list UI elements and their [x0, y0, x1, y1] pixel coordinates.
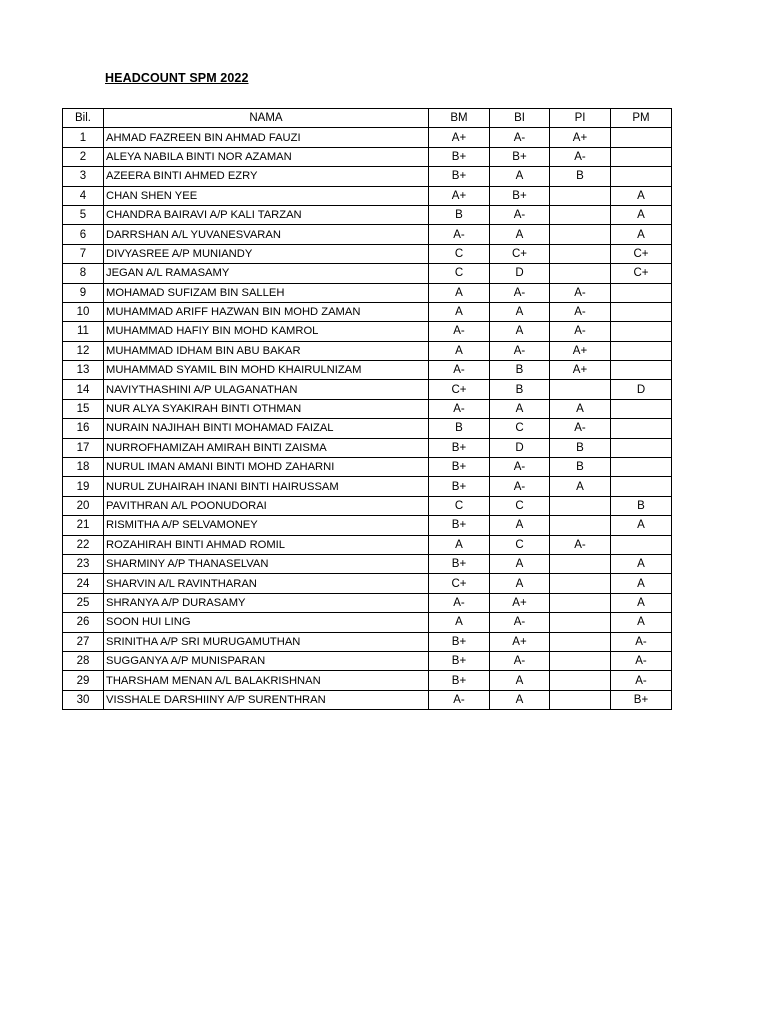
- cell-nama: NURUL ZUHAIRAH INANI BINTI HAIRUSSAM: [104, 477, 429, 496]
- cell-pm: A: [611, 186, 672, 205]
- cell-pi: B: [550, 167, 611, 186]
- cell-pi: B: [550, 438, 611, 457]
- cell-nama: SUGGANYA A/P MUNISPARAN: [104, 651, 429, 670]
- cell-pi: [550, 225, 611, 244]
- cell-nama: MUHAMMAD IDHAM BIN ABU BAKAR: [104, 341, 429, 360]
- cell-bi: A: [490, 302, 550, 321]
- table-row: [63, 205, 672, 224]
- cell-nama: AHMAD FAZREEN BIN AHMAD FAUZI: [104, 128, 429, 147]
- cell-bm: A-: [429, 593, 490, 612]
- cell-pm: [611, 438, 672, 457]
- cell-pi: A+: [550, 361, 611, 380]
- cell-bm: A: [429, 283, 490, 302]
- cell-bi: B: [490, 361, 550, 380]
- cell-bil: 12: [63, 341, 104, 360]
- headcount-table: [62, 108, 672, 710]
- cell-bil: 14: [63, 380, 104, 399]
- cell-bi: A-: [490, 205, 550, 224]
- cell-bil: 26: [63, 613, 104, 632]
- cell-pi: [550, 651, 611, 670]
- cell-bi: A-: [490, 341, 550, 360]
- cell-bil: 8: [63, 264, 104, 283]
- cell-pi: [550, 632, 611, 651]
- table-row: [63, 613, 672, 632]
- cell-bm: B+: [429, 458, 490, 477]
- cell-pm: [611, 302, 672, 321]
- table-row: [63, 322, 672, 341]
- cell-pi: A-: [550, 147, 611, 166]
- table-row: [63, 438, 672, 457]
- cell-nama: CHAN SHEN YEE: [104, 186, 429, 205]
- cell-bil: 9: [63, 283, 104, 302]
- cell-bil: 20: [63, 496, 104, 515]
- cell-bi: A-: [490, 651, 550, 670]
- cell-pi: A+: [550, 341, 611, 360]
- table-header-row: [63, 109, 672, 128]
- cell-pm: A: [611, 516, 672, 535]
- cell-pi: [550, 671, 611, 690]
- cell-bil: 21: [63, 516, 104, 535]
- cell-bil: 28: [63, 651, 104, 670]
- table-row: [63, 147, 672, 166]
- cell-bi: A: [490, 516, 550, 535]
- cell-bil: 17: [63, 438, 104, 457]
- cell-nama: THARSHAM MENAN A/L BALAKRISHNAN: [104, 671, 429, 690]
- table-row: [63, 574, 672, 593]
- cell-bm: B+: [429, 516, 490, 535]
- cell-pm: [611, 399, 672, 418]
- cell-nama: CHANDRA BAIRAVI A/P KALI TARZAN: [104, 205, 429, 224]
- cell-pi: [550, 380, 611, 399]
- cell-bm: B+: [429, 671, 490, 690]
- cell-bil: 19: [63, 477, 104, 496]
- cell-pi: A-: [550, 322, 611, 341]
- cell-bm: B: [429, 205, 490, 224]
- cell-bm: A-: [429, 399, 490, 418]
- cell-nama: DIVYASREE A/P MUNIANDY: [104, 244, 429, 263]
- cell-bi: A: [490, 574, 550, 593]
- cell-nama: ALEYA NABILA BINTI NOR AZAMAN: [104, 147, 429, 166]
- table-row: [63, 632, 672, 651]
- cell-bi: A: [490, 322, 550, 341]
- cell-nama: NAVIYTHASHINI A/P ULAGANATHAN: [104, 380, 429, 399]
- cell-pm: B: [611, 496, 672, 515]
- cell-nama: DARRSHAN A/L YUVANESVARAN: [104, 225, 429, 244]
- cell-pi: A: [550, 477, 611, 496]
- cell-bm: B+: [429, 651, 490, 670]
- cell-nama: MUHAMMAD HAFIY BIN MOHD KAMROL: [104, 322, 429, 341]
- cell-pi: A+: [550, 128, 611, 147]
- cell-nama: MUHAMMAD ARIFF HAZWAN BIN MOHD ZAMAN: [104, 302, 429, 321]
- table-row: [63, 690, 672, 709]
- cell-pi: A-: [550, 535, 611, 554]
- cell-pi: B: [550, 458, 611, 477]
- table-row: [63, 283, 672, 302]
- cell-pm: A: [611, 613, 672, 632]
- cell-pi: [550, 496, 611, 515]
- cell-bil: 7: [63, 244, 104, 263]
- cell-bm: A: [429, 341, 490, 360]
- cell-nama: VISSHALE DARSHIINY A/P SURENTHRAN: [104, 690, 429, 709]
- cell-bil: 6: [63, 225, 104, 244]
- table-row: [63, 244, 672, 263]
- cell-pm: A-: [611, 651, 672, 670]
- cell-bi: A: [490, 671, 550, 690]
- cell-bi: A+: [490, 632, 550, 651]
- cell-pi: A-: [550, 419, 611, 438]
- document-title: HEADCOUNT SPM 2022: [105, 71, 249, 85]
- cell-nama: SOON HUI LING: [104, 613, 429, 632]
- cell-nama: SRINITHA A/P SRI MURUGAMUTHAN: [104, 632, 429, 651]
- cell-bi: A: [490, 554, 550, 573]
- cell-bil: 13: [63, 361, 104, 380]
- cell-bm: A-: [429, 690, 490, 709]
- table-row: [63, 554, 672, 573]
- cell-bi: B+: [490, 147, 550, 166]
- table-row: [63, 186, 672, 205]
- cell-bm: C: [429, 244, 490, 263]
- cell-nama: AZEERA BINTI AHMED EZRY: [104, 167, 429, 186]
- cell-pm: [611, 477, 672, 496]
- cell-pm: [611, 147, 672, 166]
- table-row: [63, 361, 672, 380]
- cell-bil: 22: [63, 535, 104, 554]
- cell-pi: A-: [550, 283, 611, 302]
- table-row: [63, 516, 672, 535]
- table-row: [63, 593, 672, 612]
- table-row: [63, 496, 672, 515]
- cell-nama: NURUL IMAN AMANI BINTI MOHD ZAHARNI: [104, 458, 429, 477]
- cell-bm: B+: [429, 554, 490, 573]
- cell-bil: 2: [63, 147, 104, 166]
- cell-bi: D: [490, 264, 550, 283]
- cell-bil: 15: [63, 399, 104, 418]
- cell-pm: C+: [611, 244, 672, 263]
- cell-nama: MOHAMAD SUFIZAM BIN SALLEH: [104, 283, 429, 302]
- header-nama: NAMA: [104, 109, 429, 128]
- cell-bil: 5: [63, 205, 104, 224]
- cell-bm: C+: [429, 380, 490, 399]
- cell-bi: C: [490, 419, 550, 438]
- cell-nama: NUR ALYA SYAKIRAH BINTI OTHMAN: [104, 399, 429, 418]
- cell-nama: SHARVIN A/L RAVINTHARAN: [104, 574, 429, 593]
- cell-bm: A: [429, 613, 490, 632]
- cell-bi: C: [490, 496, 550, 515]
- cell-bi: A: [490, 690, 550, 709]
- cell-pm: [611, 322, 672, 341]
- table-row: [63, 302, 672, 321]
- cell-pm: B+: [611, 690, 672, 709]
- cell-bm: A+: [429, 186, 490, 205]
- table-row: [63, 477, 672, 496]
- cell-pm: A: [611, 554, 672, 573]
- cell-pm: [611, 128, 672, 147]
- cell-pm: A: [611, 593, 672, 612]
- cell-pm: A-: [611, 671, 672, 690]
- cell-pi: [550, 244, 611, 263]
- cell-bil: 24: [63, 574, 104, 593]
- cell-pi: [550, 593, 611, 612]
- cell-pm: [611, 419, 672, 438]
- table-row: [63, 399, 672, 418]
- header-bi: BI: [490, 109, 550, 128]
- cell-bi: B: [490, 380, 550, 399]
- cell-pi: [550, 574, 611, 593]
- cell-nama: RISMITHA A/P SELVAMONEY: [104, 516, 429, 535]
- cell-bil: 1: [63, 128, 104, 147]
- cell-bil: 10: [63, 302, 104, 321]
- cell-bm: A+: [429, 128, 490, 147]
- cell-pm: A: [611, 225, 672, 244]
- cell-bi: A: [490, 225, 550, 244]
- cell-bm: B+: [429, 167, 490, 186]
- cell-nama: SHRANYA A/P DURASAMY: [104, 593, 429, 612]
- cell-bm: A-: [429, 225, 490, 244]
- table-row: [63, 458, 672, 477]
- cell-bm: A: [429, 535, 490, 554]
- cell-bil: 23: [63, 554, 104, 573]
- cell-bm: B+: [429, 438, 490, 457]
- cell-pi: A: [550, 399, 611, 418]
- table-row: [63, 225, 672, 244]
- cell-bi: A: [490, 399, 550, 418]
- cell-bm: B+: [429, 477, 490, 496]
- cell-bm: C: [429, 496, 490, 515]
- cell-bi: B+: [490, 186, 550, 205]
- cell-bm: A: [429, 302, 490, 321]
- cell-bm: A-: [429, 361, 490, 380]
- table-row: [63, 264, 672, 283]
- cell-bm: C: [429, 264, 490, 283]
- cell-bi: A-: [490, 283, 550, 302]
- cell-bm: C+: [429, 574, 490, 593]
- header-pi: PI: [550, 109, 611, 128]
- cell-bil: 4: [63, 186, 104, 205]
- cell-nama: JEGAN A/L RAMASAMY: [104, 264, 429, 283]
- cell-bi: A-: [490, 458, 550, 477]
- table-row: [63, 341, 672, 360]
- cell-nama: ROZAHIRAH BINTI AHMAD ROMIL: [104, 535, 429, 554]
- table-row: [63, 167, 672, 186]
- cell-pm: [611, 341, 672, 360]
- cell-pi: [550, 516, 611, 535]
- cell-bil: 25: [63, 593, 104, 612]
- cell-pm: C+: [611, 264, 672, 283]
- cell-bil: 29: [63, 671, 104, 690]
- cell-pi: [550, 613, 611, 632]
- cell-pi: [550, 264, 611, 283]
- cell-pm: [611, 167, 672, 186]
- cell-pm: A-: [611, 632, 672, 651]
- table-row: [63, 128, 672, 147]
- cell-bm: B+: [429, 147, 490, 166]
- cell-bil: 3: [63, 167, 104, 186]
- cell-nama: NURROFHAMIZAH AMIRAH BINTI ZAISMA: [104, 438, 429, 457]
- cell-pm: [611, 283, 672, 302]
- header-bil: Bil.: [63, 109, 104, 128]
- cell-pm: [611, 458, 672, 477]
- cell-bm: B: [429, 419, 490, 438]
- cell-bi: A-: [490, 128, 550, 147]
- cell-bi: A-: [490, 477, 550, 496]
- cell-pi: [550, 554, 611, 573]
- cell-bil: 18: [63, 458, 104, 477]
- cell-pm: A: [611, 205, 672, 224]
- cell-pi: [550, 690, 611, 709]
- header-bm: BM: [429, 109, 490, 128]
- cell-pm: A: [611, 574, 672, 593]
- table-row: [63, 671, 672, 690]
- cell-nama: MUHAMMAD SYAMIL BIN MOHD KHAIRULNIZAM: [104, 361, 429, 380]
- cell-nama: SHARMINY A/P THANASELVAN: [104, 554, 429, 573]
- header-pm: PM: [611, 109, 672, 128]
- cell-bil: 30: [63, 690, 104, 709]
- cell-bi: A+: [490, 593, 550, 612]
- cell-pi: A-: [550, 302, 611, 321]
- table-row: [63, 380, 672, 399]
- cell-nama: NURAIN NAJIHAH BINTI MOHAMAD FAIZAL: [104, 419, 429, 438]
- table-body: [63, 128, 672, 710]
- cell-pm: [611, 535, 672, 554]
- table-row: [63, 651, 672, 670]
- cell-bil: 11: [63, 322, 104, 341]
- cell-bm: A-: [429, 322, 490, 341]
- cell-bi: C: [490, 535, 550, 554]
- cell-nama: PAVITHRAN A/L POONUDORAI: [104, 496, 429, 515]
- table-row: [63, 419, 672, 438]
- cell-bil: 16: [63, 419, 104, 438]
- cell-bm: B+: [429, 632, 490, 651]
- cell-bi: D: [490, 438, 550, 457]
- cell-bil: 27: [63, 632, 104, 651]
- cell-bi: A-: [490, 613, 550, 632]
- cell-bi: C+: [490, 244, 550, 263]
- cell-pm: [611, 361, 672, 380]
- cell-pi: [550, 186, 611, 205]
- table-row: [63, 535, 672, 554]
- cell-pi: [550, 205, 611, 224]
- cell-bi: A: [490, 167, 550, 186]
- cell-pm: D: [611, 380, 672, 399]
